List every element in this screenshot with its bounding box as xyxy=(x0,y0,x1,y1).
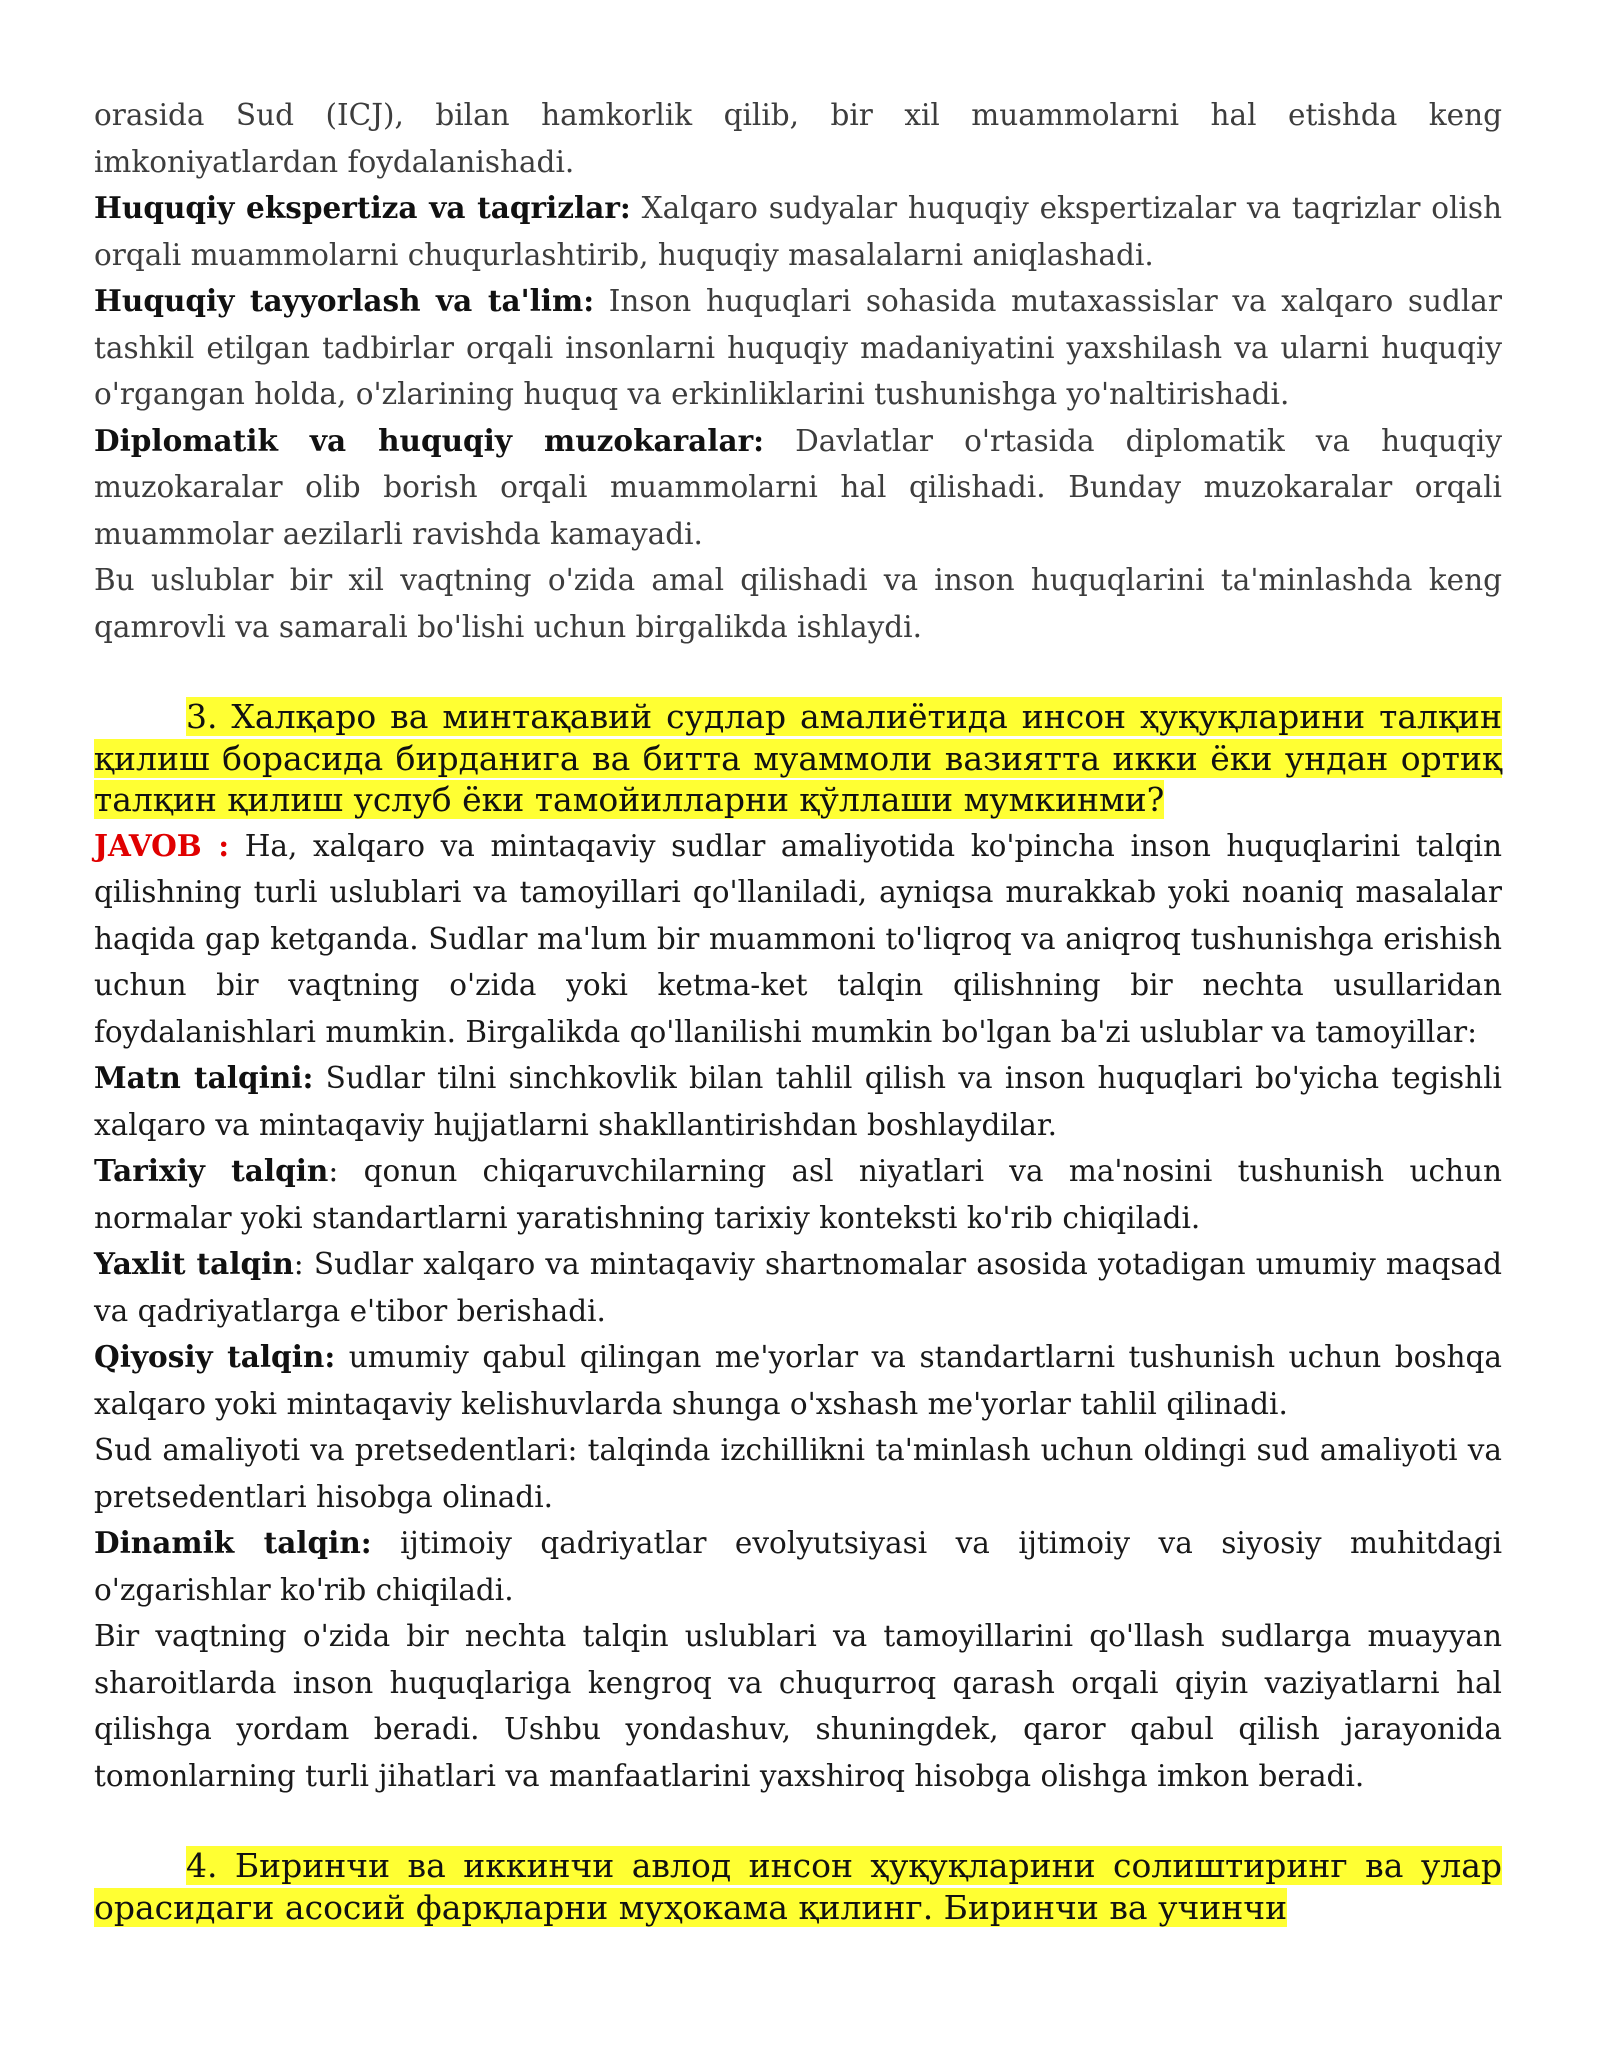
item-term: Huquqiy tayyorlash va ta'lim: xyxy=(94,283,595,318)
item-text: Davlatlar o'rtasida diplomatik va huquqiy muzokaralar olib borish orqali muammolarni hal qilishadi. Bunday muzokaralar orqali muammolar aezilarli ravishda kamayadi. xyxy=(94,423,1503,551)
item-text: : qonun chiqaruvchilarning asl niyatlari va ma'nosini tushunish uchun normalar yoki standartlarni yaratishning tarixiy konteksti ko'rib chiqiladi. xyxy=(94,1154,1502,1235)
item-text: Inson huquqlari sohasida mutaxassislar va xalqaro sudlar tashkil etilgan tadbirlar orqali insonlarni huquqiy madaniyatini yaxshilash va ularni huquqiy o'rgangan holda, o'zlarining huquq va erkinliklarini tushunishga yo'naltirishadi. xyxy=(94,284,1502,411)
closing-paragraph: Bu uslublar bir xil vaqtning o'zida amal qilishadi va inson huquqlarini ta'minlashda keng qamrovli va samarali bo'lishi uchun birgalikda ishlaydi. xyxy=(94,563,1502,644)
item-term: Yaxlit talqin xyxy=(94,1246,294,1281)
list-item xyxy=(94,185,1502,278)
item-text: Sudlar tilni sinchkovlik bilan tahlil qilish va inson huquqlari bo'yicha tegishli xalqaro va mintaqaviy hujjatlarni shakllantirishdan boshlaydilar. xyxy=(94,1061,1502,1142)
spacer xyxy=(94,1799,1502,1845)
item-text: umumiy qabul qilingan me'yorlar va standartlarni tushunish uchun boshqa xalqaro yoki mintaqaviy kelishuvlarda shunga o'xshash me'yorlar tahlil qilinadi. xyxy=(94,1340,1502,1421)
list-item xyxy=(94,1241,1502,1334)
question-heading xyxy=(94,1845,1502,1928)
item-text: : Sudlar xalqaro va mintaqaviy shartnomalar asosida yotadigan umumiy maqsad va qadriyatlarga e'tibor berishadi. xyxy=(94,1247,1502,1328)
document-page xyxy=(94,92,1502,1930)
item-term: Qiyosiy talqin: xyxy=(94,1339,336,1374)
list-item xyxy=(94,1334,1502,1427)
item-term: Tarixiy talqin xyxy=(94,1153,329,1188)
intro-paragraph: orasida Sud (ICJ), bilan hamkorlik qilib, bir xil muammolarni hal etishda keng imkoniyatlardan foydalanishadi. xyxy=(94,98,1502,179)
list-item xyxy=(94,278,1502,418)
list-item xyxy=(94,418,1502,558)
list-item xyxy=(94,1148,1502,1241)
spacer xyxy=(94,650,1502,696)
highlighted-question: 4. Биринчи ва иккинчи авлод инсон ҳуқуқларини солиштиринг ва улар орасидаги асосий фарқларни муҳокама қилинг. Биринчи ва учинчи xyxy=(94,1846,1502,1927)
answer-intro: Ha, xalqaro va mintaqaviy sudlar amaliyotida ko'pincha inson huquqlarini talqin qilishning turli uslublari va tamoyillari qo'llaniladi, ayniqsa murakkab yoki noaniq masalalar haqida gap ketganda. Sudlar ma'lum bir muammoni to'liqroq va aniqroq tushunishga erishish uchun bir vaqtning o'zida yoki ketma-ket talqin qilishning bir nechta usullaridan foydalanishlari mumkin. Birgalikda qo'llanilishi mumkin bo'lgan ba'zi uslublar va tamoyillar: xyxy=(94,828,1502,1049)
answer-paragraph xyxy=(94,823,1502,1056)
item-term: Dinamik talqin: xyxy=(94,1525,372,1560)
question-heading xyxy=(94,696,1502,821)
item-term: Matn talqini: xyxy=(94,1060,314,1095)
list-item xyxy=(94,1520,1502,1613)
list-item xyxy=(94,1427,1502,1520)
item-text: Xalqaro sudyalar huquqiy ekspertizalar va taqrizlar olish orqali muammolarni chuqurlashtirib, huquqiy masalalarni aniqlashadi. xyxy=(94,191,1502,272)
item-term: Diplomatik va huquqiy muzokaralar: xyxy=(94,422,765,458)
highlighted-question: 3. Халқаро ва минтақавий судлар амалиётида инсон ҳуқуқларини талқин қилиш борасида бирданига ва битта муаммоли вазиятта икки ёки ундан ортиқ талқин қилиш услуб ёки тамойилларни қўллаши мумкинми? xyxy=(94,697,1502,819)
item-text: Sud amaliyoti va pretsedentlari: talqinda izchillikni ta'minlash uchun oldingi sud amaliyoti va pretsedentlari hisobga olinadi. xyxy=(94,1433,1502,1514)
closing-paragraph: Bir vaqtning o'zida bir nechta talqin uslublari va tamoyillarini qo'llash sudlarga muayyan sharoitlarda inson huquqlariga kengroq va chuqurroq qarash orqali qiyin vaziyatlarni hal qilishga yordam beradi. Ushbu yondashuv, shuningdek, qaror qabul qilish jarayonida tomonlarning turli jihatlari va manfaatlarini yaxshiroq hisobga olishga imkon beradi. xyxy=(94,1619,1502,1793)
list-item xyxy=(94,1055,1502,1148)
answer-label: JAVOB : xyxy=(94,827,230,863)
item-term: Huquqiy ekspertiza va taqrizlar: xyxy=(94,190,631,225)
item-text: ijtimoiy qadriyatlar evolyutsiyasi va ijtimoiy va siyosiy muhitdagi o'zgarishlar ko'rib chiqiladi. xyxy=(94,1526,1503,1607)
